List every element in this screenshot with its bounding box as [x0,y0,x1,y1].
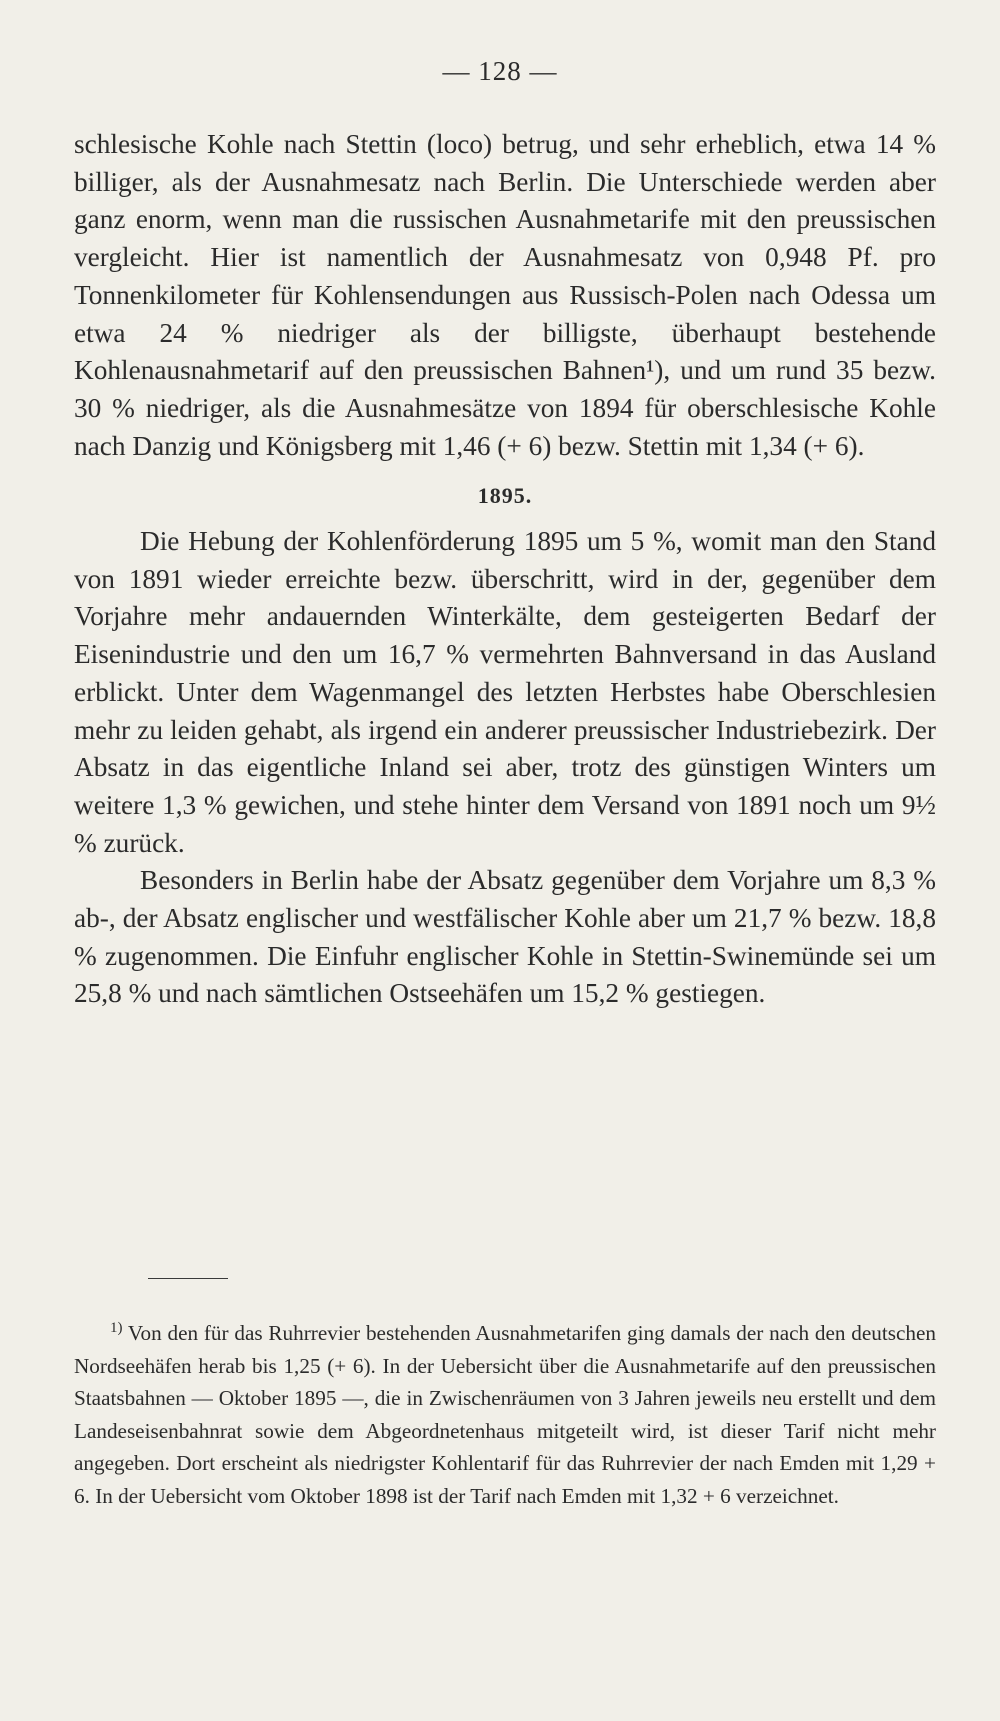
footnote-block [74,1317,936,1512]
paragraph-continuation: schlesische Kohle nach Stettin (loco) betrug, und sehr erheblich, etwa 14 % billiger, als der Ausnahmesatz nach Berlin. Die Unterschiede werden aber ganz enorm, wenn man die russischen Ausnahmetarife mit den preussischen vergleicht. Hier ist namentlich der Ausnahmesatz von 0,948 Pf. pro Tonnenkilometer für Kohlensendungen aus Russisch-Polen nach Odessa um etwa 24 % niedriger als der billigste, überhaupt bestehende Kohlenausnahmetarif auf den preussischen Bahnen¹), und um rund 35 bezw. 30 % niedriger, als die Ausnahmesätze von 1894 für oberschlesische Kohle nach Danzig und Königsberg mit 1,46 (+ 6) bezw. Stettin mit 1,34 (+ 6). [74,129,936,461]
footnote-1 [74,1317,936,1512]
paragraph-berlin: Besonders in Berlin habe der Absatz gegenüber dem Vorjahre um 8,3 % ab-, der Absatz englischer und westfälischer Kohle aber um 21,7 % bezw. 18,8 % zugenommen. Die Einfuhr englischer Kohle in Stettin-Swinemünde sei um 25,8 % und nach sämtlichen Ostseehäfen um 15,2 % gestiegen. [74,865,936,1009]
section-heading-1895: 1895. [477,483,533,509]
footnote-text: Von den für das Ruhrrevier bestehenden Ausnahmetarifen ging damals der nach den deutschen Nordseehäfen herab bis 1,25 (+ 6). In der Uebersicht über die Ausnahmetarife auf den preussischen Staatsbahnen — Oktober 1895 —, die in Zwischenräumen von 3 Jahren jeweils neu erstellt und dem Landeseisenbahnrat sowie dem Abgeordnetenhaus mitgeteilt wird, ist dieser Tarif nicht mehr angegeben. Dort erscheint als niedrigster Kohlentarif für das Ruhrrevier der nach Emden mit 1,29 + 6. In der Uebersicht vom Oktober 1898 ist der Tarif nach Emden mit 1,32 + 6 verzeichnet. [74,1321,937,1508]
footnote-separator [148,1278,228,1279]
footnote-mark: 1) [110,1319,123,1336]
page-number-header: — 128 — [442,56,558,86]
paragraph-hebung: Die Hebung der Kohlenförderung 1895 um 5 %, womit man den Stand von 1891 wieder erreichte bezw. überschritt, wird in der, gegenüber dem Vorjahre mehr andauernden Winterkälte, dem gesteigerten Bedarf der Eisenindustrie und den um 16,7 % vermehrten Bahnversand in das Ausland erblickt. Unter dem Wagenmangel des letzten Herbstes habe Oberschlesien mehr zu leiden gehabt, als irgend ein anderer preussischer Industriebezirk. Der Absatz in das eigentliche Inland sei aber, trotz des günstigen Winters um weitere 1,3 % gewichen, und stehe hinter dem Versand von 1891 noch um 9½ % zurück. [74,526,936,858]
main-text [74,126,936,1013]
